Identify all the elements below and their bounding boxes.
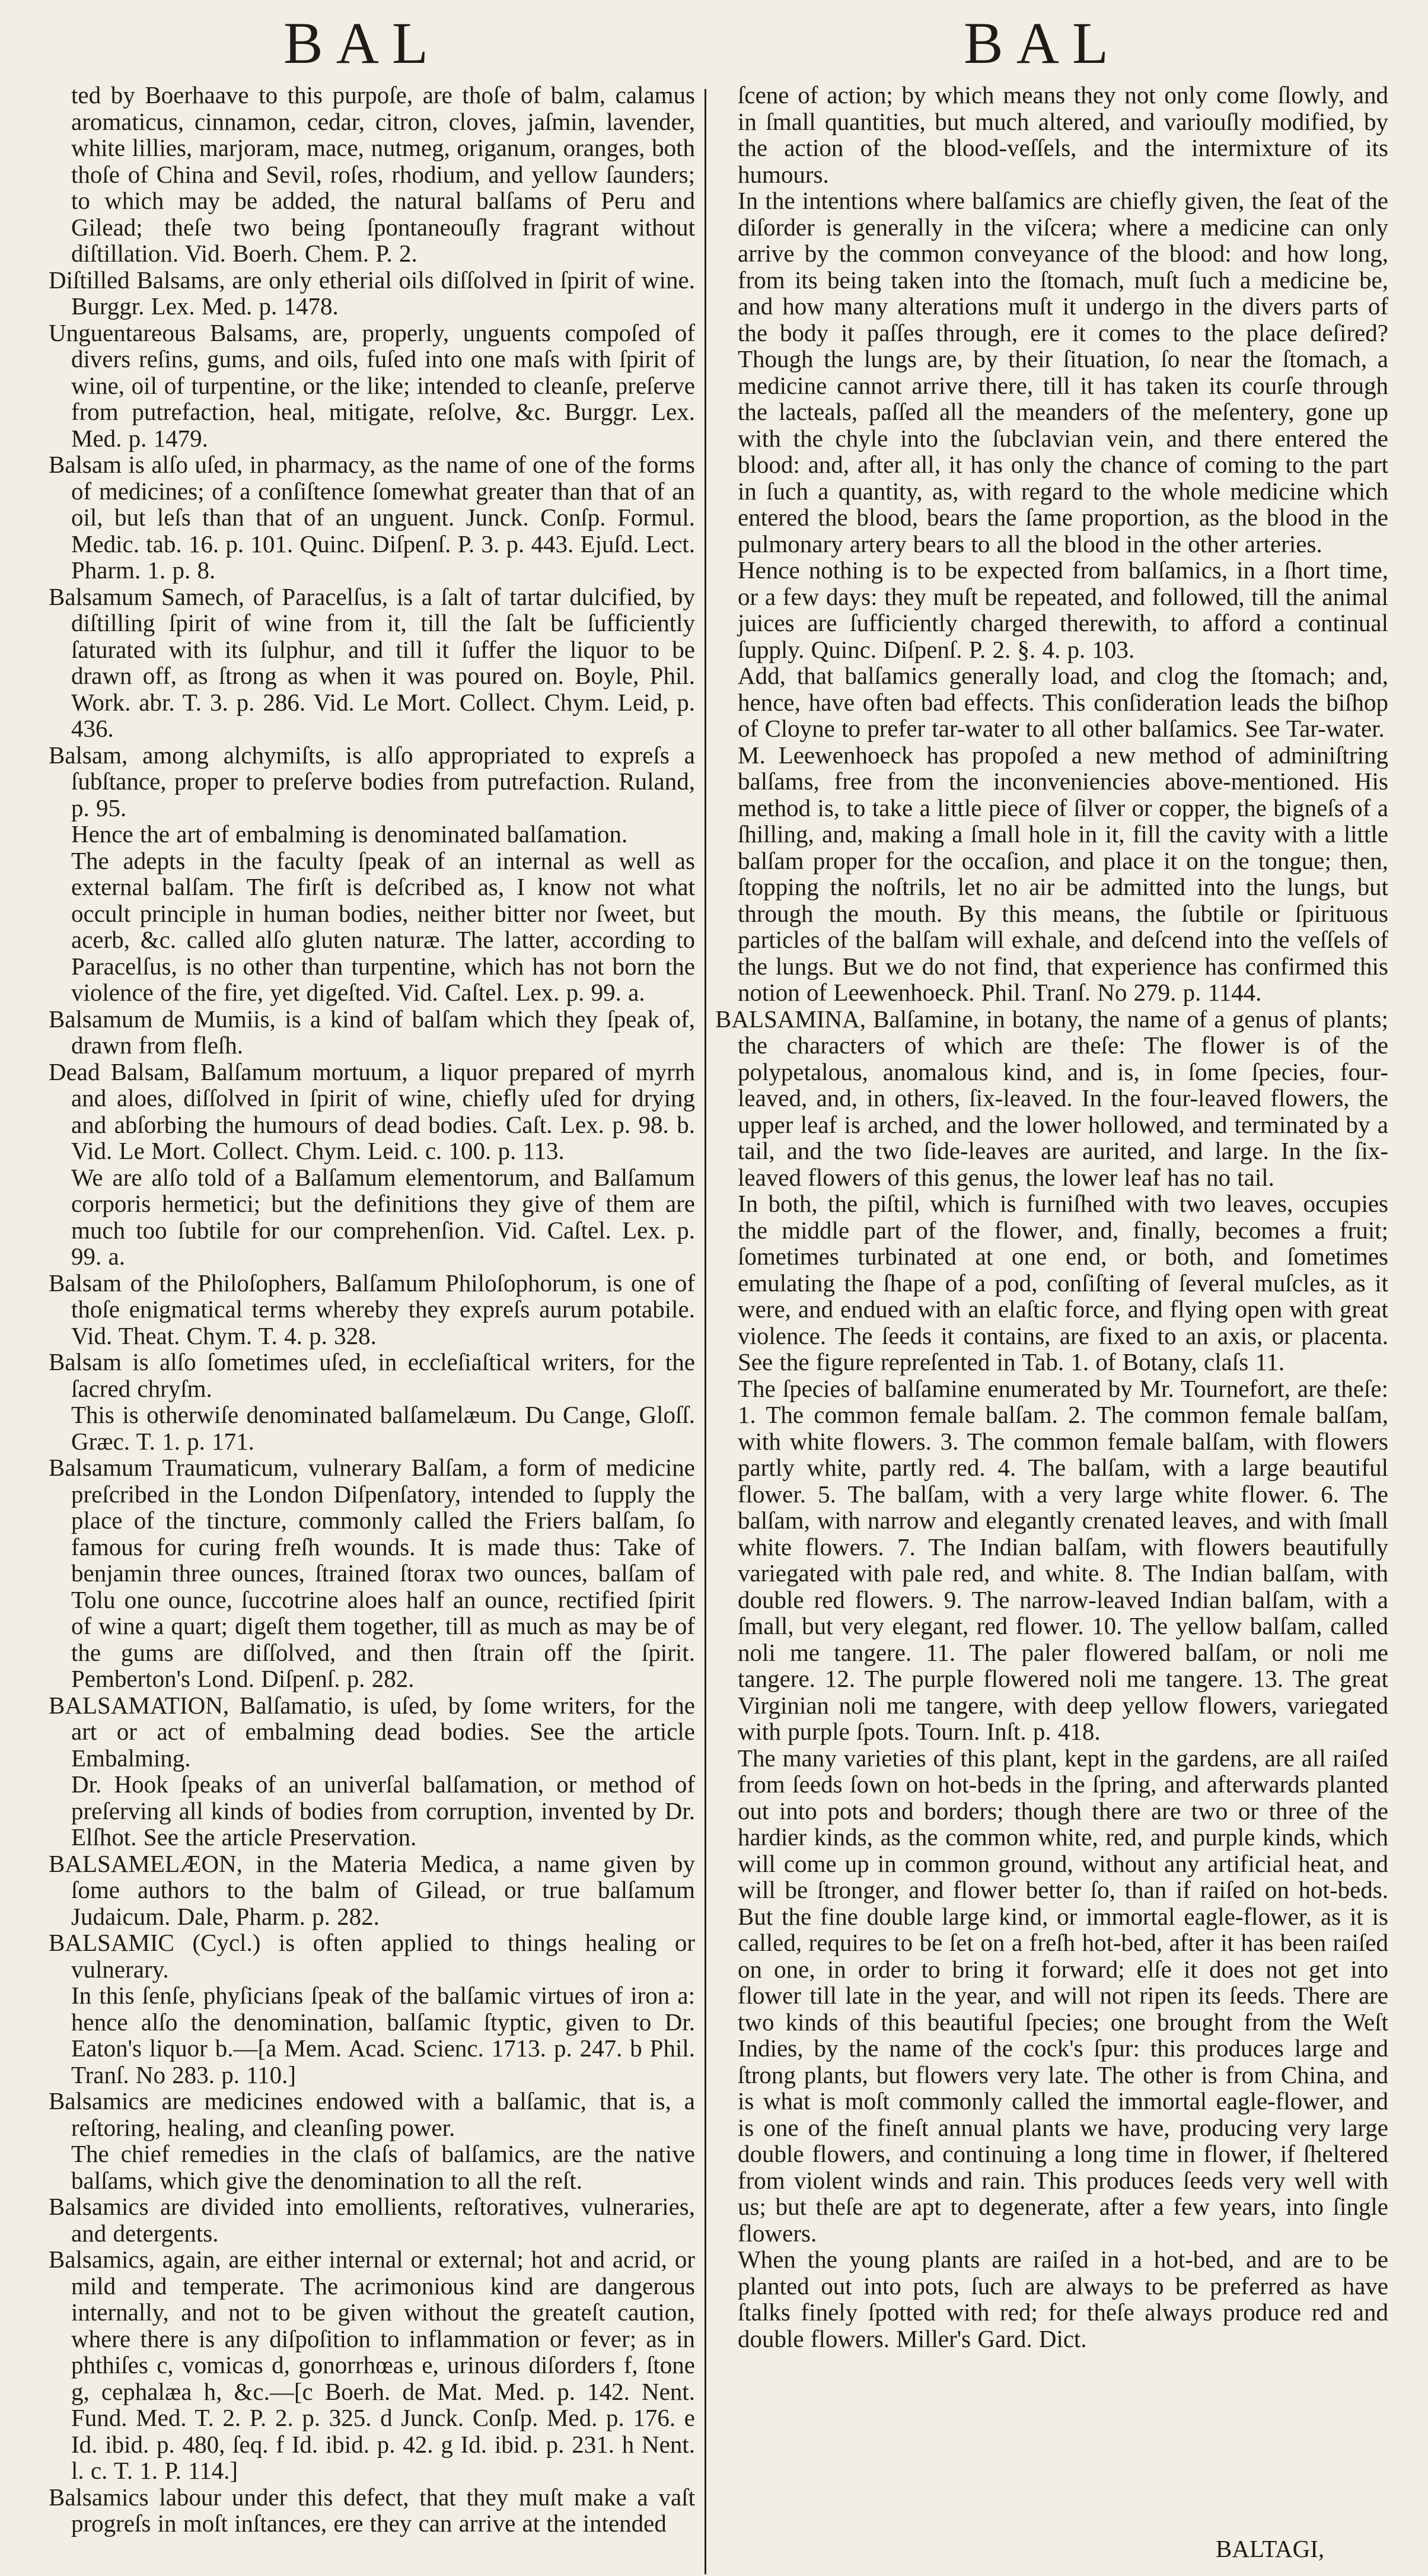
entry-paragraph: ted by Boerhaave to this purpoſe, are thoſe of balm, calamus aromaticus, cinnamon, cedar, citron, cloves, jaſmin, lavender, white lillies, marjoram, mace, nutmeg, origanum, oranges, both thoſe of China and Sevil, roſes, rhodium, and yellow ſaunders; to which may be added, the natural balſams of Peru and Gilead; theſe two being ſpontaneouſly fragrant without diſtillation. Vid. Boerh. Chem. P. 2. [71,81,695,267]
dictionary-entry: Balsam, among alchymiſts, is alſo appropriated to expreſs a ſubſtance, proper to preſerve bodies from putrefaction. Ruland, p. 95. [49,741,695,821]
entry-paragraph: The many varieties of this plant, kept in the gardens, are all raiſed from ſeeds ſown on hot-beds in the ſpring, and afterwards planted out into pots and borders; though there are two or three of the hardier kinds, as the common white, red, and purple kinds, which will come up in common ground, without any artificial heat, and will be ſtronger, and flower better ſo, than if raiſed on hot-beds. But the fine double large kind, or immortal eagle-flower, as it is called, requires to be ſet on a freſh hot-bed, after it has been raiſed on one, in order to bring it forward; elſe it does not get into flower till late in the year, and will not ripen its ſeeds. There are two kinds of this beautiful ſpecies; one brought from the Weſt Indies, by the name of the cock's ſpur: this produces large and ſtrong plants, but flowers very late. The other is from China, and is what is moſt commonly called the immortal eagle-flower, and is one of the fineſt annual plants we have, producing very large double flowers, and continuing a long time in flower, if ſheltered from violent winds and rain. This produces ſeeds very well with us; but theſe are apt to degenerate, after a few years, into ſingle flowers. [738,1744,1388,2247]
dictionary-entry: BALSAMINA, Balſamine, in botany, the name of a genus of plants; the characters of which are theſe: The flower is of the polypetalous, anomalous kind, and is, in ſome ſpecies, four-leaved, and, in others, ſix-leaved. In the four-leaved flowers, the upper leaf is arched, and the lower hollowed, and terminated by a tail, and the two ſide-leaves are aurited, and large. In the ſix-leaved flowers of this genus, the lower leaf has no tail. [715,1005,1388,1191]
entry-paragraph: The chief remedies in the claſs of balſamics, are the native balſams, which give the denomination to all the reſt. [71,2140,695,2194]
entry-paragraph: When the young plants are raiſed in a hot-bed, and are to be planted out into pots, ſuch are always to be preferred as have ſtalks finely ſpotted with red; for theſe always produce red and double flowers. Miller's Gard. Dict. [738,2246,1388,2352]
dictionary-entry: Balsam of the Philoſophers, Balſamum Philoſophorum, is one of thoſe enigmatical terms whereby they expreſs aurum potabile. Vid. Theat. Chym. T. 4. p. 328. [49,1269,695,1349]
dictionary-entry: Balsamics labour under this defect, that they muſt make a vaſt progreſs in moſt inſtances, ere they can arrive at the intended [49,2483,695,2537]
entry-paragraph: In the intentions where balſamics are chiefly given, the ſeat of the diſorder is generally in the viſcera; where a medicine can only arrive by the common conveyance of the blood: and how long, from its being taken into the ſtomach, muſt ſuch a medicine be, and how many alterations muſt it undergo in the divers parts of the body it paſſes through, ere it comes to the place deſired? Though the lungs are, by their ſituation, ſo near the ſtomach, a medicine cannot arrive there, till it has taken its courſe through the lacteals, paſſed all the meanders of the meſentery, gone up with the chyle into the ſubclavian vein, and there entered the blood: and, after all, it has only the chance of coming to the part in ſuch a quantity, as, with regard to the whole medicine which entered the blood, bears the ſame proportion, as the blood in the pulmonary artery bears to all the blood in the other arteries. [738,187,1388,558]
dictionary-entry: BALSAMATION, Balſamatio, is uſed, by ſome writers, for the art or act of embalming dead bodies. See the article Embalming. [49,1691,695,1772]
entry-paragraph: Add, that balſamics generally load, and clog the ſtomach; and, hence, have often bad effects. This conſideration leads the biſhop of Cloyne to prefer tar-water to all other balſamics. See Tar-water. [738,662,1388,742]
entry-paragraph: ſcene of action; by which means they not only come ſlowly, and in ſmall quantities, but much altered, and variouſly modified, by the action of the blood-veſſels, and the intermixture of its humours. [738,81,1388,188]
entry-paragraph: The adepts in the faculty ſpeak of an internal as well as external balſam. The firſt is deſcribed as, I know not what occult principle in human bodies, neither bitter nor ſweet, but acerb, &c. called alſo gluten naturæ. The latter, according to Paracelſus, is no other than turpentine, which has not born the violence of the fire, yet digeſted. Vid. Caſtel. Lex. p. 99. a. [71,846,695,1006]
dictionary-entry: BALSAMELÆON, in the Materia Medica, a name given by ſome authors to the balm of Gilead, or true balſamum Judaicum. Dale, Pharm. p. 282. [49,1849,695,1930]
entry-paragraph: M. Leewenhoeck has propoſed a new method of adminiſtring balſams, free from the inconveniencies above-mentioned. His method is, to take a little piece of ſilver or copper, the bigneſs of a ſhilling, and, making a ſmall hole in it, fill the cavity with a little balſam proper for the occaſion, and place it on the tongue; then, ſtopping the noſtrils, let no air be admitted into the lungs, but through the mouth. By this means, the ſubtile or ſpirituous particles of the balſam will exhale, and deſcend into the veſſels of the lungs. But we do not find, that experience has confirmed this notion of Leewenhoeck. Phil. Tranſ. No 279. p. 1144. [738,741,1388,1006]
column-rule [705,89,706,2574]
entry-paragraph: In both, the piſtil, which is furniſhed with two leaves, occupies the middle part of the flower, and, finally, becomes a fruit; ſometimes turbinated at one end, or both, and ſometimes emulating the ſhape of a pod, conſiſting of ſeveral muſcles, as it were, and endued with an elaſtic force, and flying open with great violence. The ſeeds it contains, are fixed to an axis, or placenta. See the figure repreſented in Tab. 1. of Botany, claſs 11. [738,1190,1388,1375]
entry-paragraph: This is otherwiſe denominated balſamelæum. Du Cange, Gloſſ. Græc. T. 1. p. 171. [71,1401,695,1455]
right-column [715,82,1388,2352]
left-column [49,82,695,2537]
running-head-right: BAL [964,10,1121,76]
dictionary-entry: Balsam is alſo uſed, in pharmacy, as the name of one of the forms of medicines; of a conſiſtence ſomewhat greater than that of an oil, but leſs than that of an unguent. Junck. Conſp. Formul. Medic. tab. 16. p. 101. Quinc. Diſpenſ. P. 3. p. 443. Ejuſd. Lect. Pharm. 1. p. 8. [49,451,695,584]
dictionary-entry: BALSAMIC (Cycl.) is often applied to things healing or vulnerary. [49,1929,695,1983]
running-head-left: BAL [283,10,441,76]
dictionary-entry: Balsamum Samech, of Paracelſus, is a ſalt of tartar dulcified, by diſtilling ſpirit of wine from it, till the ſalt be ſufficiently ſaturated with its ſulphur, and till it ſuffer the liquor to be drawn off, as ſtrong as when it was poured on. Boyle, Phil. Work. abr. T. 3. p. 286. Vid. Le Mort. Collect. Chym. Leid, p. 436. [49,582,695,742]
dictionary-entry: Balsamics, again, are either internal or external; hot and acrid, or mild and temperate. The acrimonious kind are dangerous internally, and not to be given without the greateſt caution, where there is any diſpoſition to inflammation or fever; as in phthiſes c, vomicas d, gonorrhœas e, urinous diſorders f, ſtone g, cephalæa h, &c.—[c Boerh. de Mat. Med. p. 142. Nent. Fund. Med. T. 2. P. 2. p. 325. d Junck. Conſp. Med. p. 176. e Id. ibid. p. 480, ſeq. f Id. ibid. p. 42. g Id. ibid. p. 231. h Nent. l. c. T. 1. P. 114.] [49,2246,695,2484]
dictionary-entry: Dead Balsam, Balſamum mortuum, a liquor prepared of myrrh and aloes, diſſolved in ſpirit of wine, chiefly uſed for drying and abſorbing the humours of dead bodies. Caſt. Lex. p. 98. b. Vid. Le Mort. Collect. Chym. Leid. c. 100. p. 113. [49,1058,695,1164]
dictionary-entry: Unguentareous Balsams, are, properly, unguents compoſed of divers reſins, gums, and oils, fuſed into one maſs with ſpirit of wine, oil of turpentine, or the like; intended to cleanſe, preſerve from putrefaction, heal, mitigate, reſolve, &c. Burggr. Lex. Med. p. 1479. [49,319,695,452]
dictionary-entry: Balsamum Traumaticum, vulnerary Balſam, a form of medicine preſcribed in the London Diſpenſatory, intended to ſupply the place of the tincture, commonly called the Friers balſam, ſo famous for curing freſh wounds. It is made thus: Take of benjamin three ounces, ſtrained ſtorax two ounces, balſam of Tolu one ounce, ſuccotrine aloes half an ounce, rectified ſpirit of wine a quart; digeſt them together, till as much as may be of the gums are diſſolved, and then ſtrain off the ſpirit. Pemberton's Lond. Diſpenſ. p. 282. [49,1454,695,1692]
catchword: BALTAGI, [1216,2535,1325,2562]
entry-paragraph: Dr. Hook ſpeaks of an univerſal balſamation, or method of preſerving all kinds of bodies from corruption, invented by Dr. Elſhot. See the article Preservation. [71,1771,695,1851]
entry-paragraph: Hence nothing is to be expected from balſamics, in a ſhort time, or a few days: they muſt be repeated, and followed, till the animal juices are ſufficiently charged therewith, to afford a continual ſupply. Quinc. Diſpenſ. P. 2. §. 4. p. 103. [738,556,1388,663]
dictionary-entry: Diſtilled Balsams, are only etherial oils diſſolved in ſpirit of wine. Burggr. Lex. Med. p. 1478. [49,266,695,320]
entry-paragraph: Hence the art of embalming is denominated balſamation. [71,820,628,848]
entry-paragraph: The ſpecies of balſamine enumerated by Mr. Tournefort, are theſe: 1. The common female balſam. 2. The common female balſam, with white flowers. 3. The common female balſam, with flowers partly white, partly red. 4. The balſam, with a large beautiful flower. 5. The balſam, with a very large white flower. 6. The balſam, with narrow and elegantly crenated leaves, and with ſmall white flowers. 7. The Indian balſam, with flowers beautifully variegated with pale red, and white. 8. The Indian balſam, with double red flowers. 9. The narrow-leaved Indian balſam, with a ſmall, but very elegant, red flower. 10. The yellow balſam, called noli me tangere. 11. The paler flowered balſam, or noli me tangere. 12. The purple flowered noli me tangere. 13. The great Virginian noli me tangere, with deep yellow flowers, variegated with purple ſpots. Tourn. Inſt. p. 418. [738,1374,1388,1745]
dictionary-entry: Balsamics are divided into emollients, reſtoratives, vulneraries, and detergents. [49,2193,695,2247]
dictionary-entry: Balsam is alſo ſometimes uſed, in eccleſiaſtical writers, for the ſacred chryſm. [49,1348,695,1402]
dictionary-entry: Balsamics are medicines endowed with a balſamic, that is, a reſtoring, healing, and cleanſing power. [49,2087,695,2141]
dictionary-entry: Balsamum de Mumiis, is a kind of balſam which they ſpeak of, drawn from fleſh. [49,1005,695,1059]
entry-paragraph: In this ſenſe, phyſicians ſpeak of the balſamic virtues of iron a: hence alſo the denomination, balſamic ſtyptic, given to Dr. Eaton's liquor b.—[a Mem. Acad. Scienc. 1713. p. 247. b Phil. Tranſ. No 283. p. 110.] [71,1982,695,2088]
entry-paragraph: We are alſo told of a Balſamum elementorum, and Balſamum corporis hermetici; but the definitions they give of them are much too ſubtile for our comprehenſion. Vid. Caſtel. Lex. p. 99. a. [71,1163,695,1270]
